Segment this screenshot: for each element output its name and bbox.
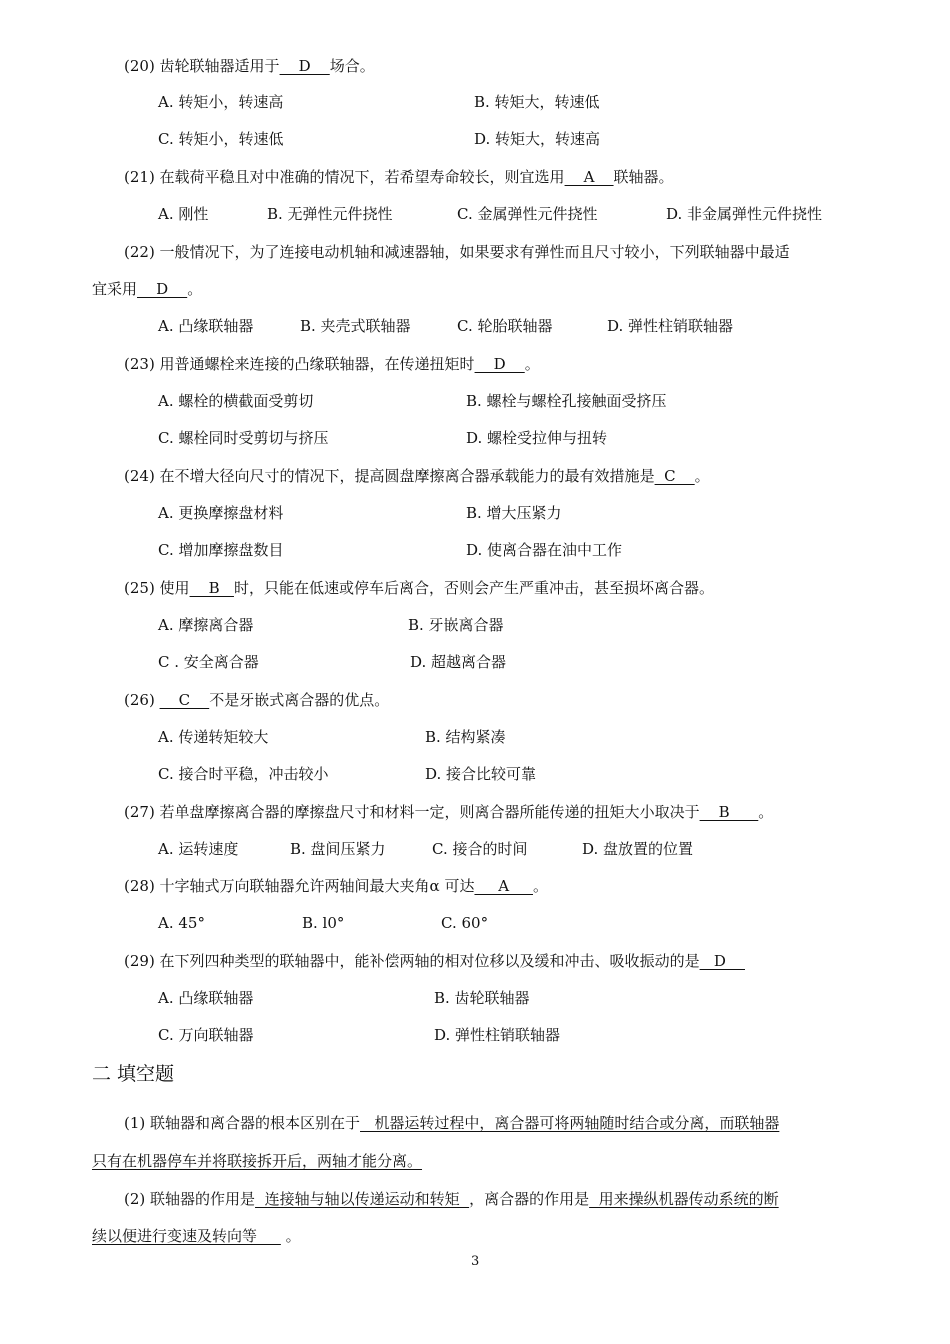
answer-blank: D — [279, 57, 330, 75]
question-text-end: 不是牙嵌式离合器的优点。 — [209, 691, 390, 709]
option-d: D. 盘放置的位置 — [582, 840, 694, 858]
question-text: (21) 在载荷平稳且对中准确的情况下，若希望寿命较长，则宜选用 — [124, 168, 565, 186]
fill-question-2 — [124, 1189, 779, 1209]
question-text: 宜采用 — [92, 280, 138, 298]
option-b: B. 夹壳式联轴器 — [300, 317, 411, 335]
option-a: A. 更换摩擦盘材料 — [158, 504, 284, 522]
option-b: B. 转矩大，转速低 — [474, 93, 600, 111]
option-c: C. 万向联轴器 — [158, 1026, 254, 1044]
option-d: D. 接合比较可靠 — [425, 765, 537, 783]
question-text-end: 场合。 — [329, 57, 375, 75]
question-27 — [124, 802, 773, 822]
answer-blank: D — [137, 280, 188, 298]
answer-blank: D — [699, 952, 745, 970]
question-text-end: 。 — [532, 877, 548, 895]
fill-question-2-cont — [92, 1226, 301, 1246]
question-text: (28) 十字轴式万向联轴器允许两轴间最大夹角α 可达 — [124, 877, 475, 895]
option-a: A. 转矩小，转速高 — [158, 93, 284, 111]
option-a: A. 摩擦离合器 — [158, 616, 254, 634]
question-22-cont — [92, 279, 202, 299]
question-26 — [124, 690, 389, 710]
question-24 — [124, 466, 710, 486]
option-b: B. 牙嵌离合器 — [408, 616, 504, 634]
option-a: A. 凸缘联轴器 — [158, 989, 254, 1007]
option-d: D. 使离合器在油中工作 — [466, 541, 623, 559]
option-a: A. 运转速度 — [158, 840, 239, 858]
question-text: (23) 用普通螺栓来连接的凸缘联轴器，在传递扭矩时 — [124, 355, 475, 373]
answer-text: 机器运转过程中，离合器可将两轴随时结合或分离，而联轴器 — [360, 1114, 780, 1132]
option-b: B. 结构紧凑 — [425, 728, 506, 746]
question-25 — [124, 578, 714, 598]
answer-blank: D — [474, 355, 525, 373]
question-text: (24) 在不增大径向尺寸的情况下，提高圆盘摩擦离合器承载能力的最有效措施是 — [124, 467, 655, 485]
option-a: A. 45° — [158, 914, 205, 932]
option-c: C. 金属弹性元件挠性 — [457, 205, 598, 223]
option-c: C. 转矩小，转速低 — [158, 130, 284, 148]
option-c: C. 轮胎联轴器 — [457, 317, 553, 335]
option-c: C. 螺栓同时受剪切与挤压 — [158, 429, 329, 447]
question-text-end: 时，只能在低速或停车后离合，否则会产生严重冲击，甚至损坏离合器。 — [233, 579, 714, 597]
option-b: B. 盘间压紧力 — [290, 840, 386, 858]
option-c: C. 接合时平稳，冲击较小 — [158, 765, 329, 783]
question-23 — [124, 354, 540, 374]
option-a: A. 螺栓的横截面受剪切 — [158, 392, 314, 410]
option-b: B. 螺栓与螺栓孔接触面受挤压 — [466, 392, 667, 410]
option-d: D. 弹性柱销联轴器 — [434, 1026, 561, 1044]
question-21 — [124, 167, 674, 187]
option-b: B. 无弹性元件挠性 — [267, 205, 393, 223]
option-c: C. 增加摩擦盘数目 — [158, 541, 284, 559]
question-text-end: 。 — [524, 355, 540, 373]
answer-text: 续以便进行变速及转向等 — [92, 1227, 281, 1245]
question-20 — [124, 56, 375, 76]
answer-blank: A — [474, 877, 533, 895]
option-d: D. 螺栓受拉伸与扭转 — [466, 429, 608, 447]
question-text-end: 。 — [280, 1227, 301, 1245]
option-c: C . 安全离合器 — [158, 653, 259, 671]
question-text: (20) 齿轮联轴器适用于 — [124, 57, 280, 75]
option-c: C. 60° — [441, 914, 489, 932]
answer-blank: B — [189, 579, 234, 597]
question-text: (29) 在下列四种类型的联轴器中，能补偿两轴的相对位移以及缓和冲击、吸收振动的是 — [124, 952, 700, 970]
option-a: A. 凸缘联轴器 — [158, 317, 254, 335]
question-text: (2) 联轴器的作用是 — [124, 1190, 256, 1208]
fill-question-1-cont — [92, 1151, 422, 1171]
question-29 — [124, 951, 745, 971]
answer-blank: A — [564, 168, 614, 186]
question-text: (26) — [124, 691, 160, 709]
answer-blank: C — [159, 691, 210, 709]
option-a: A. 刚性 — [158, 205, 209, 223]
option-d: D. 非金属弹性元件挠性 — [666, 205, 823, 223]
question-22: (22) 一般情况下，为了连接电动机轴和减速器轴，如果要求有弹性而且尺寸较小，下列联轴器中最适 — [124, 243, 790, 261]
option-b: B. l0° — [302, 914, 345, 932]
section-title: 二 填空题 — [92, 1063, 175, 1085]
answer-text: 用来操纵机器传动系统的断 — [589, 1190, 779, 1208]
question-28 — [124, 876, 548, 896]
page-number: 3 — [471, 1254, 480, 1269]
option-b: B. 齿轮联轴器 — [434, 989, 530, 1007]
question-text: (25) 使用 — [124, 579, 190, 597]
answer-text: 只有在机器停车并将联接拆开后，两轴才能分离。 — [92, 1152, 423, 1170]
option-d: D. 弹性柱销联轴器 — [607, 317, 734, 335]
option-b: B. 增大压紧力 — [466, 504, 562, 522]
option-d: D. 超越离合器 — [410, 653, 507, 671]
option-c: C. 接合的时间 — [432, 840, 528, 858]
fill-question-1 — [124, 1113, 779, 1133]
answer-text: 连接轴与轴以传递运动和转矩 — [255, 1190, 470, 1208]
question-text-mid: ，离合器的作用是 — [469, 1190, 590, 1208]
option-a: A. 传递转矩较大 — [158, 728, 269, 746]
question-text-end: 。 — [758, 803, 774, 821]
question-text-end: 联轴器。 — [613, 168, 674, 186]
question-text: (1) 联轴器和离合器的根本区别在于 — [124, 1114, 361, 1132]
question-text-end: 。 — [694, 467, 710, 485]
question-text-end: 。 — [187, 280, 203, 298]
answer-blank: C — [654, 467, 695, 485]
question-text: (27) 若单盘摩擦离合器的摩擦盘尺寸和材料一定，则离合器所能传递的扭矩大小取决于 — [124, 803, 700, 821]
option-d: D. 转矩大，转速高 — [474, 130, 601, 148]
answer-blank: B — [699, 803, 759, 821]
